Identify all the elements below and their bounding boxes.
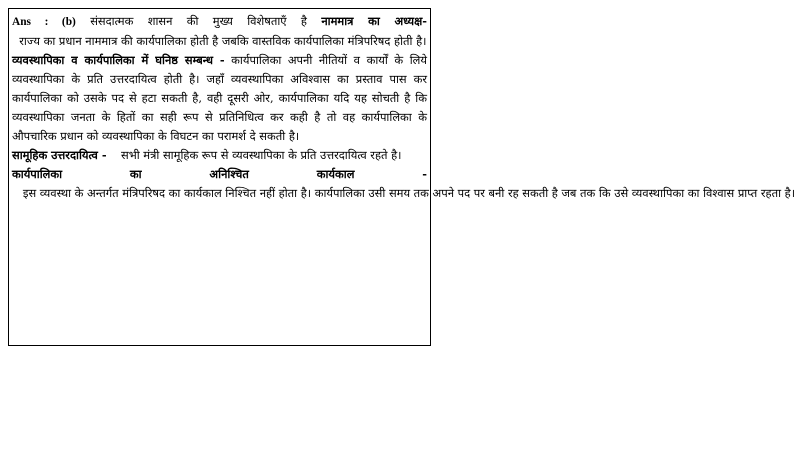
section-close-relation [12, 51, 427, 146]
intro-body: राज्य का प्रधान नाममात्र की कार्यपालिका होती है जबकि वास्तविक कार्यपालिका मंत्रिपरिषद होती है। [12, 34, 427, 48]
section-body: सभी मंत्री सामूहिक रूप से व्यवस्थापिका के प्रति उत्तरदायित्व रहते है। [106, 148, 402, 162]
answer-label: Ans : (b) [12, 16, 76, 28]
intro-heading: नाममात्र का अध्यक्ष- [321, 14, 428, 28]
section-heading: सामूहिक उत्तरदायित्व - [12, 148, 107, 162]
section-collective-responsibility [12, 146, 427, 165]
section-heading: व्यवस्थापिका व कार्यपालिका में घनिष्ठ सम्बन्ध - [12, 53, 225, 67]
section-uncertain-tenure [12, 165, 795, 203]
section-body: इस व्यवस्था के अन्तर्गत मंत्रिपरिषद का कार्यकाल निश्चित नहीं होता है। कार्यपालिका उसी समय तक अपने पद पर बनी रह सकती है जब तक कि उसे व्यवस्थापिका का विश्वास प्राप्त रहता है। [12, 186, 795, 200]
intro-text: संसदात्मक शासन की मुख्य विशेषताएँ है [75, 14, 322, 28]
answer-intro [12, 12, 427, 51]
section-heading: कार्यपालिका का अनिश्चित कार्यकाल - [12, 167, 427, 181]
section-body: कार्यपालिका अपनी नीतियों व कार्यों के लिये व्यवस्थापिका के प्रति उत्तरदायित्व होती है। जहाँ व्यवस्थापिका अविश्वास का प्रस्ताव पास कर कार्यपालिका को उसके पद से हटा सकती है, वही दूसरी ओर, कार्यपालिका यदि यह सोचती है कि व्यवस्थापिका जनता के हितों का सही रूप से प्रतिनिधित्व कर कही है तो वह कार्यपालिका के औपचारिक प्रधान को व्यवस्थापिका के विघटन का परामर्श दे सकती है। [12, 53, 427, 143]
answer-box [8, 8, 795, 346]
